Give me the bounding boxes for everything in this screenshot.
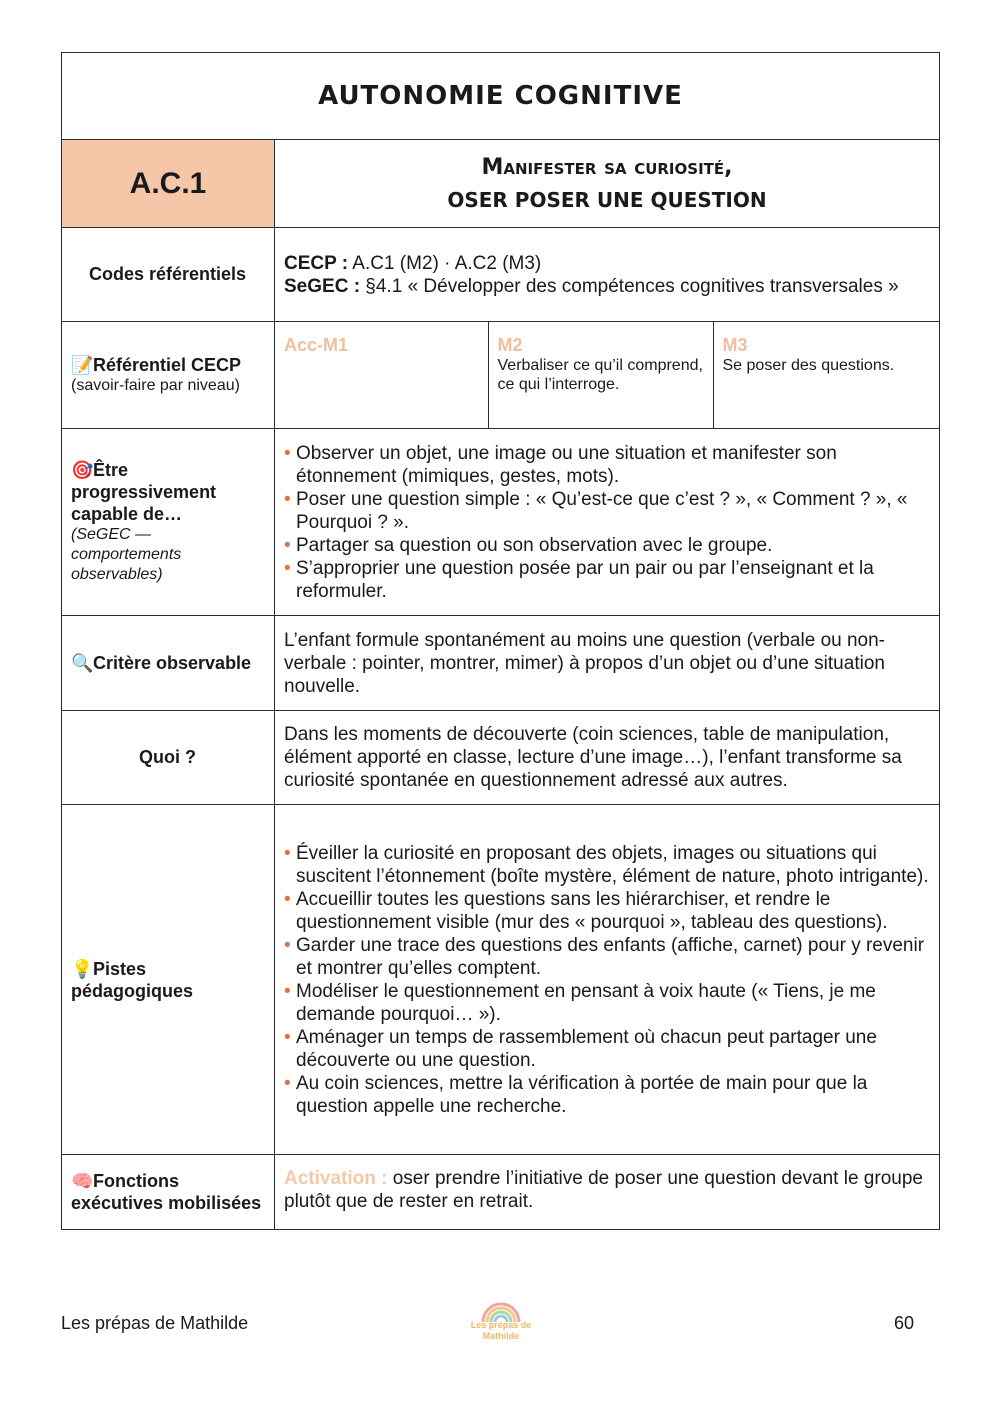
level-label: M2 bbox=[497, 335, 523, 355]
fonctions-row bbox=[62, 1155, 940, 1230]
list-item-text: Aménager un temps de rassemblement où chacun peut partager une découverte ou une question. bbox=[296, 1026, 877, 1071]
segec-line bbox=[284, 275, 929, 298]
codes-label-cell bbox=[62, 228, 275, 322]
codes-content bbox=[275, 228, 940, 322]
capable-row bbox=[62, 429, 940, 616]
quoi-label: Quoi ? bbox=[139, 747, 196, 767]
memo-icon: 📝 bbox=[71, 355, 94, 375]
capable-label-line bbox=[71, 459, 264, 525]
target-icon: 🎯 bbox=[71, 460, 94, 480]
activity-table bbox=[61, 52, 940, 1230]
critere-label-cell bbox=[62, 616, 275, 711]
level-acc-m1 bbox=[275, 322, 488, 428]
segec-label: SeGEC : bbox=[284, 275, 361, 297]
bullet: • bbox=[284, 888, 291, 910]
critere-label-line bbox=[71, 652, 264, 674]
fonctions-label-line bbox=[71, 1170, 264, 1214]
list-item-text: Éveiller la curiosité en proposant des objets, images ou situations qui suscitent l’étonnement (boîte mystère, élément de nature, photo intrigante). bbox=[296, 842, 929, 887]
bullet: • bbox=[284, 934, 291, 956]
activity-sheet bbox=[61, 52, 939, 1230]
list-item bbox=[284, 980, 929, 1026]
activation-keyword: Activation : bbox=[284, 1168, 388, 1189]
page-title: AUTONOMIE COGNITIVE bbox=[318, 81, 683, 111]
referentiel-row bbox=[62, 322, 940, 429]
fonctions-label-cell bbox=[62, 1155, 275, 1230]
level-label: Acc-M1 bbox=[284, 335, 349, 355]
list-item bbox=[284, 934, 929, 980]
critere-row bbox=[62, 616, 940, 711]
list-item-text: Garder une trace des questions des enfants (affiche, carnet) pour y revenir et montrer qu’elles comptent. bbox=[296, 934, 925, 979]
level-text: Verbaliser ce qu’il comprend, ce qui l’interroge. bbox=[497, 357, 703, 393]
level-text: Se poser des questions. bbox=[722, 357, 895, 374]
bullet: • bbox=[284, 557, 291, 579]
list-item bbox=[284, 1026, 929, 1072]
bullet: • bbox=[284, 488, 291, 510]
list-item bbox=[284, 442, 929, 488]
list-item bbox=[284, 534, 929, 557]
segec-value: §4.1 « Développer des compétences cognitives transversales » bbox=[360, 275, 899, 297]
referentiel-label: Référentiel CECP bbox=[93, 355, 242, 375]
bullet: • bbox=[284, 842, 291, 864]
levels-row bbox=[275, 322, 939, 428]
list-item-text: Observer un objet, une image ou une situation et manifester son étonnement (mimiques, gestes, mots). bbox=[296, 442, 837, 487]
bullet: • bbox=[284, 1072, 291, 1094]
footer-author: Les prépas de Mathilde bbox=[61, 1313, 249, 1333]
bullet: • bbox=[284, 534, 291, 556]
list-item bbox=[284, 488, 929, 534]
level-m2 bbox=[488, 322, 713, 428]
quoi-row bbox=[62, 711, 940, 805]
capable-label: Être progressivement capable de… bbox=[71, 460, 217, 524]
pistes-content bbox=[275, 805, 940, 1155]
cecp-line bbox=[284, 252, 929, 275]
list-item-text: Accueillir toutes les questions sans les hiérarchiser, et rendre le questionnement visible (mur des « pourquoi », tableau des questions). bbox=[296, 888, 888, 933]
critere-content: L’enfant formule spontanément au moins une question (verbale ou non-verbale : pointer, montrer, mimer) à propos d’un objet ou d’une situation nouvelle. bbox=[275, 616, 940, 711]
magnifier-icon: 🔍 bbox=[71, 653, 94, 673]
rainbow-logo bbox=[465, 1298, 537, 1348]
codes-label: Codes référentiels bbox=[88, 264, 247, 284]
capable-list bbox=[284, 442, 929, 603]
fonctions-text: oser prendre l’initiative de poser une question devant le groupe plutôt que de rester en retrait. bbox=[284, 1168, 923, 1212]
quoi-content: Dans les moments de découverte (coin sciences, table de manipulation, élément apporté en classe, lecture d’une image…), l’enfant transforme sa curiosité spontanée en questionnement adressé aux autres. bbox=[275, 711, 940, 805]
level-m3 bbox=[713, 322, 939, 428]
list-item bbox=[284, 888, 929, 934]
competence-code: A.C.1 bbox=[129, 166, 207, 200]
list-item bbox=[284, 1072, 929, 1118]
capable-label-cell bbox=[62, 429, 275, 616]
lightbulb-icon: 💡 bbox=[71, 958, 94, 979]
code-cell bbox=[62, 140, 275, 228]
pistes-row bbox=[62, 805, 940, 1155]
fonctions-content bbox=[275, 1155, 940, 1230]
heading-cell bbox=[275, 140, 940, 228]
list-item-text: Poser une question simple : « Qu’est-ce que c’est ? », « Comment ? », « Pourquoi ? ». bbox=[296, 488, 908, 533]
bullet: • bbox=[284, 980, 291, 1002]
fonctions-label: Fonctions exécutives mobilisées bbox=[71, 1171, 262, 1213]
pistes-list bbox=[284, 842, 929, 1118]
quoi-label-cell bbox=[62, 711, 275, 805]
bullet: • bbox=[284, 1026, 291, 1048]
referentiel-levels-cell bbox=[275, 322, 940, 429]
list-item-text: S’approprier une question posée par un pair ou par l’enseignant et la reformuler. bbox=[296, 557, 874, 602]
list-item bbox=[284, 842, 929, 888]
heading-row bbox=[62, 140, 940, 228]
referentiel-sub: (savoir-faire par niveau) bbox=[71, 377, 240, 394]
title-cell bbox=[62, 53, 940, 140]
brain-icon: 🧠 bbox=[71, 1171, 94, 1191]
bullet: • bbox=[284, 442, 291, 464]
heading-line-1: Manifester sa curiosité, bbox=[481, 154, 733, 180]
codes-row bbox=[62, 228, 940, 322]
heading-line-2: OSER POSER UNE QUESTION bbox=[447, 187, 767, 212]
capable-sub: (SeGEC — comportements observables) bbox=[71, 526, 182, 583]
pistes-label: Pistes pédagogiques bbox=[71, 958, 194, 1001]
cecp-value: A.C1 (M2) · A.C2 (M3) bbox=[348, 252, 542, 274]
levels-table bbox=[275, 322, 939, 428]
title-row bbox=[62, 53, 940, 140]
list-item bbox=[284, 557, 929, 603]
referentiel-label-line bbox=[71, 354, 264, 376]
cecp-label: CECP : bbox=[284, 252, 349, 274]
critere-label: Critère observable bbox=[93, 653, 252, 673]
page-number: 60 bbox=[893, 1313, 914, 1333]
capable-content bbox=[275, 429, 940, 616]
pistes-label-line bbox=[71, 958, 264, 1002]
list-item-text: Au coin sciences, mettre la vérification à portée de main pour que la question appelle une recherche. bbox=[296, 1072, 868, 1117]
list-item-text: Partager sa question ou son observation avec le groupe. bbox=[296, 534, 773, 556]
pistes-label-cell bbox=[62, 805, 275, 1155]
list-item-text: Modéliser le questionnement en pensant à voix haute (« Tiens, je me demande pourquoi… »). bbox=[296, 980, 876, 1025]
logo-text: Les prépas de Mathilde bbox=[470, 1320, 532, 1341]
referentiel-label-cell bbox=[62, 322, 275, 429]
level-label: M3 bbox=[722, 335, 748, 355]
